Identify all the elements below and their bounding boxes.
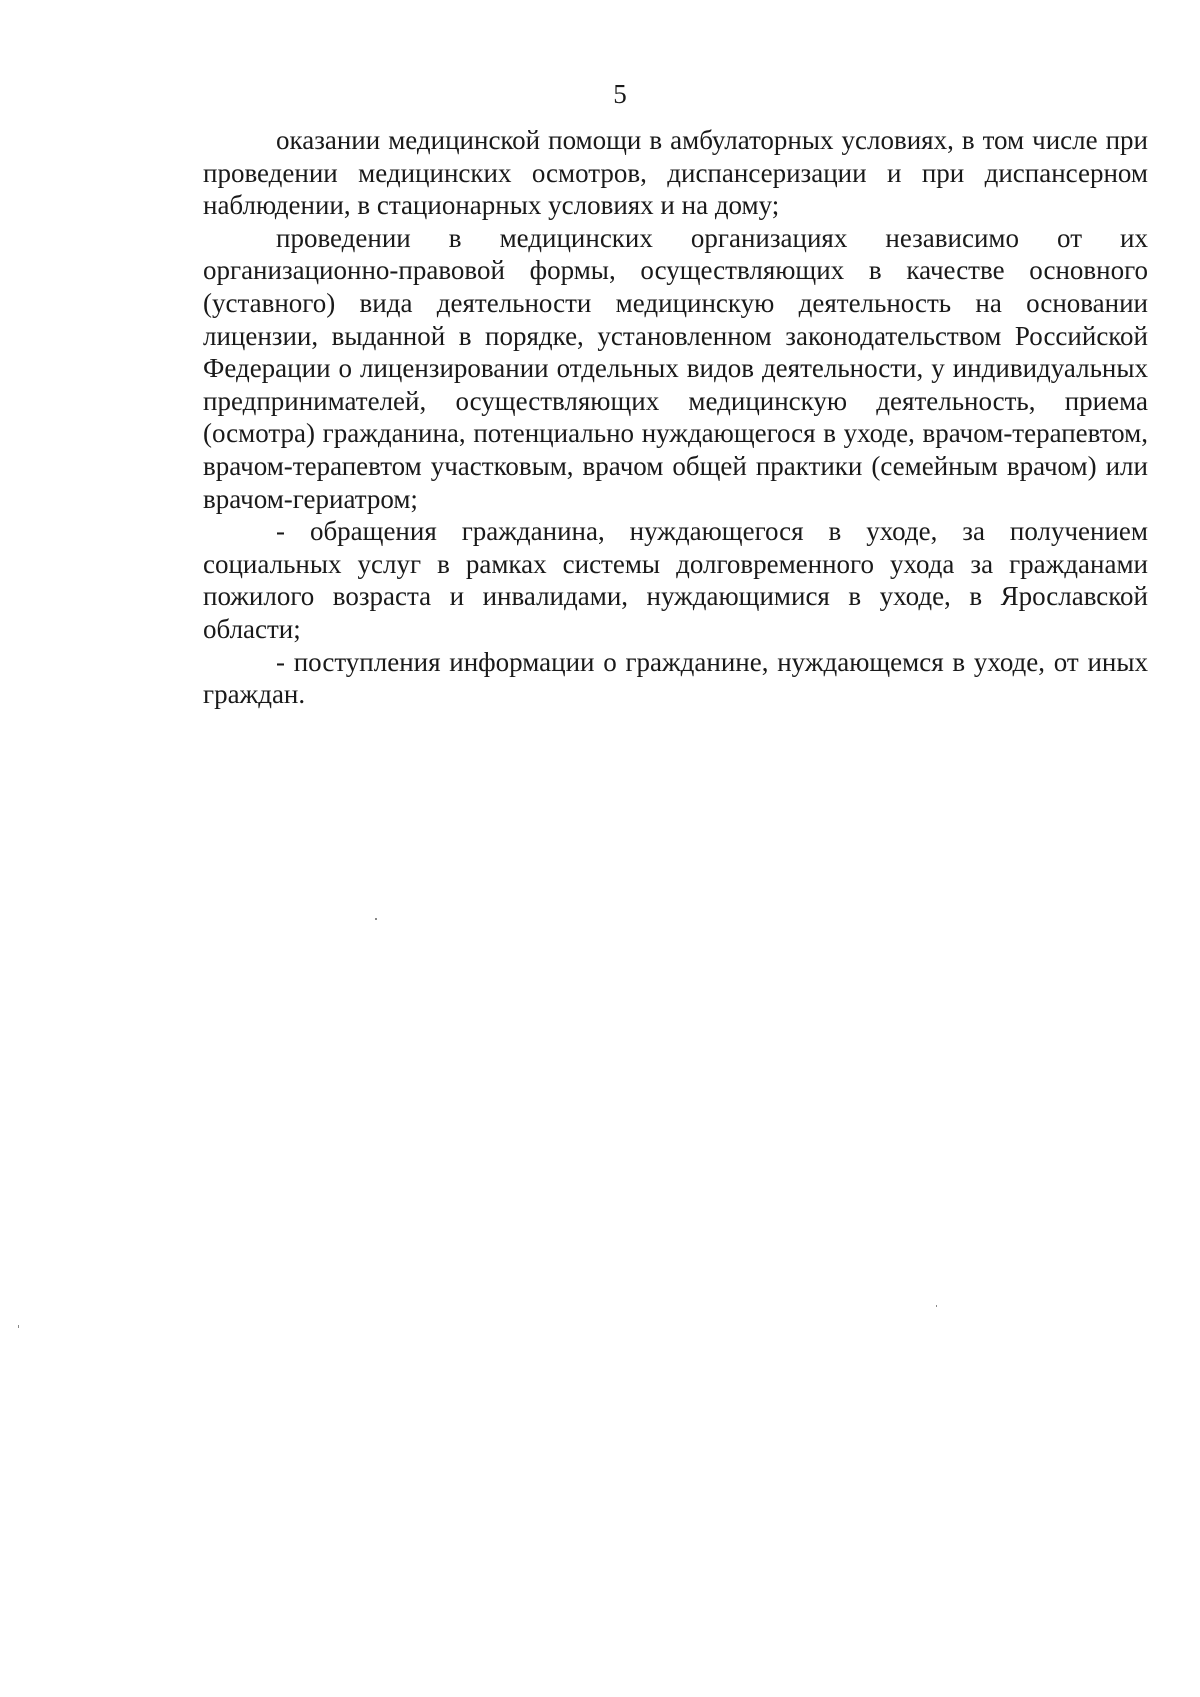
paragraph-medical-organizations: проведении в медицинских организациях независимо от их организационно-правовой формы, осуществляющих в качестве основного (уставного) вида деятельности медицинскую деятельность на основании лицензии, выданной в порядке, установленном законодательством Российской Федерации о лицензировании отдельных видов деятельности, у индивидуальных предпринимателей, осуществляющих медицинскую деятельность, приема (осмотра) гражданина, потенциально нуждающегося в уходе, врачом-терапевтом, врачом-терапевтом участковым, врачом общей практики (семейным врачом) или врачом-гериатром; bbox=[203, 222, 1148, 514]
scan-speck bbox=[375, 918, 377, 920]
page-number: 5 bbox=[613, 79, 627, 109]
paragraph-information-receipt: - поступления информации о гражданине, нуждающемся в уходе, от иных граждан. bbox=[203, 646, 1148, 710]
paragraph-citizen-appeal: - обращения гражданина, нуждающегося в уходе, за получением социальных услуг в рамках системы долговременного ухода за гражданами пожилого возраста и инвалидами, нуждающимися в уходе, в Ярославской области; bbox=[203, 516, 1148, 644]
scan-speck bbox=[18, 1325, 19, 1328]
document-body bbox=[203, 124, 1148, 711]
scan-speck bbox=[936, 1305, 937, 1307]
paragraph-outpatient-care: оказании медицинской помощи в амбулаторных условиях, в том числе при проведении медицинских осмотров, диспансеризации и при диспансерном наблюдении, в стационарных условиях и на дому; bbox=[203, 125, 1148, 221]
